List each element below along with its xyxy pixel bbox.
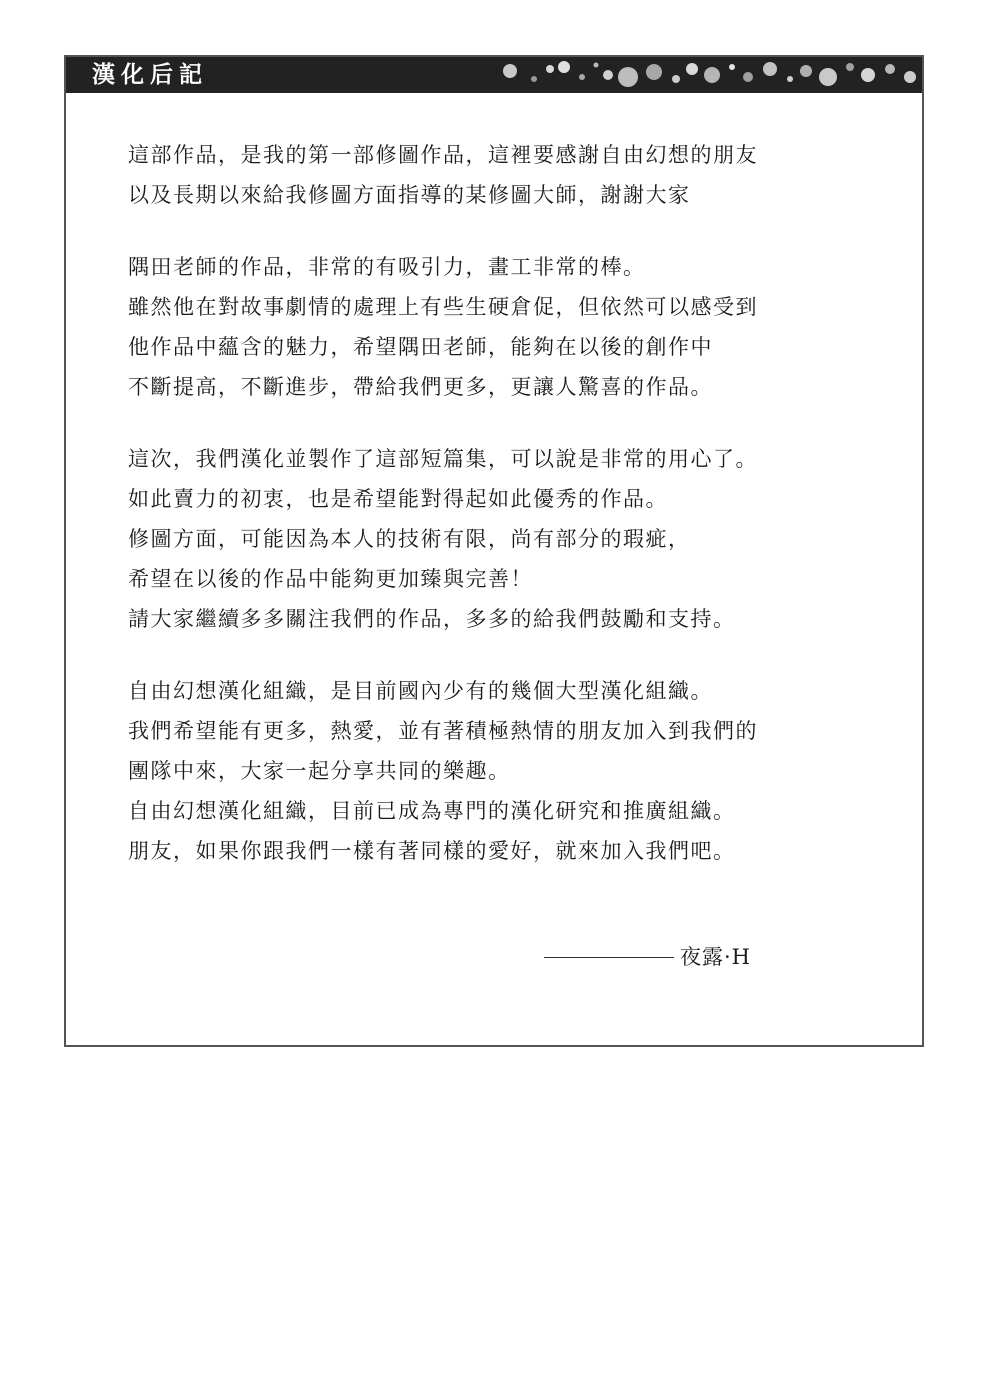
paragraph <box>128 247 888 407</box>
paragraph <box>128 671 888 871</box>
text-line: 請大家繼續多多關注我們的作品，多多的給我們鼓勵和支持。 <box>128 607 736 631</box>
text-line: 團隊中來，大家一起分享共同的樂趣。 <box>128 759 511 783</box>
text-line: 修圖方面，可能因為本人的技術有限，尚有部分的瑕疵， <box>128 527 691 551</box>
text-line: 他作品中蘊含的魅力，希望隅田老師，能夠在以後的創作中 <box>128 335 713 359</box>
text-line: 自由幻想漢化組織，是目前國內少有的幾個大型漢化組織。 <box>128 679 713 703</box>
text-line: 如此賣力的初衷，也是希望能對得起如此優秀的作品。 <box>128 487 668 511</box>
paragraph <box>128 439 888 639</box>
page-title: 漢化后記 <box>92 62 208 88</box>
signature-rule <box>544 957 674 958</box>
signature <box>544 937 844 977</box>
text-line: 不斷提高，不斷進步，帶給我們更多，更讓人驚喜的作品。 <box>128 375 713 399</box>
text-line: 自由幻想漢化組織，目前已成為專門的漢化研究和推廣組織。 <box>128 799 736 823</box>
decorative-dots-icon <box>486 57 924 93</box>
text-line: 隅田老師的作品，非常的有吸引力，畫工非常的棒。 <box>128 255 646 279</box>
text-line: 我們希望能有更多，熱愛，並有著積極熱情的朋友加入到我們的 <box>128 719 758 743</box>
text-line: 這部作品，是我的第一部修圖作品，這裡要感謝自由幻想的朋友 <box>128 143 758 167</box>
text-line: 朋友，如果你跟我們一樣有著同樣的愛好，就來加入我們吧。 <box>128 839 736 863</box>
paragraph <box>128 135 888 215</box>
signature-name: 夜露·H <box>680 945 751 969</box>
text-line: 雖然他在對故事劇情的處理上有些生硬倉促，但依然可以感受到 <box>128 295 758 319</box>
text-line: 希望在以後的作品中能夠更加臻與完善！ <box>128 567 533 591</box>
header-bar <box>66 57 922 93</box>
afterword-body <box>128 135 888 903</box>
afterword-frame <box>64 55 924 1047</box>
text-line: 這次，我們漢化並製作了這部短篇集，可以說是非常的用心了。 <box>128 447 758 471</box>
text-line: 以及長期以來給我修圖方面指導的某修圖大師，謝謝大家 <box>128 183 691 207</box>
